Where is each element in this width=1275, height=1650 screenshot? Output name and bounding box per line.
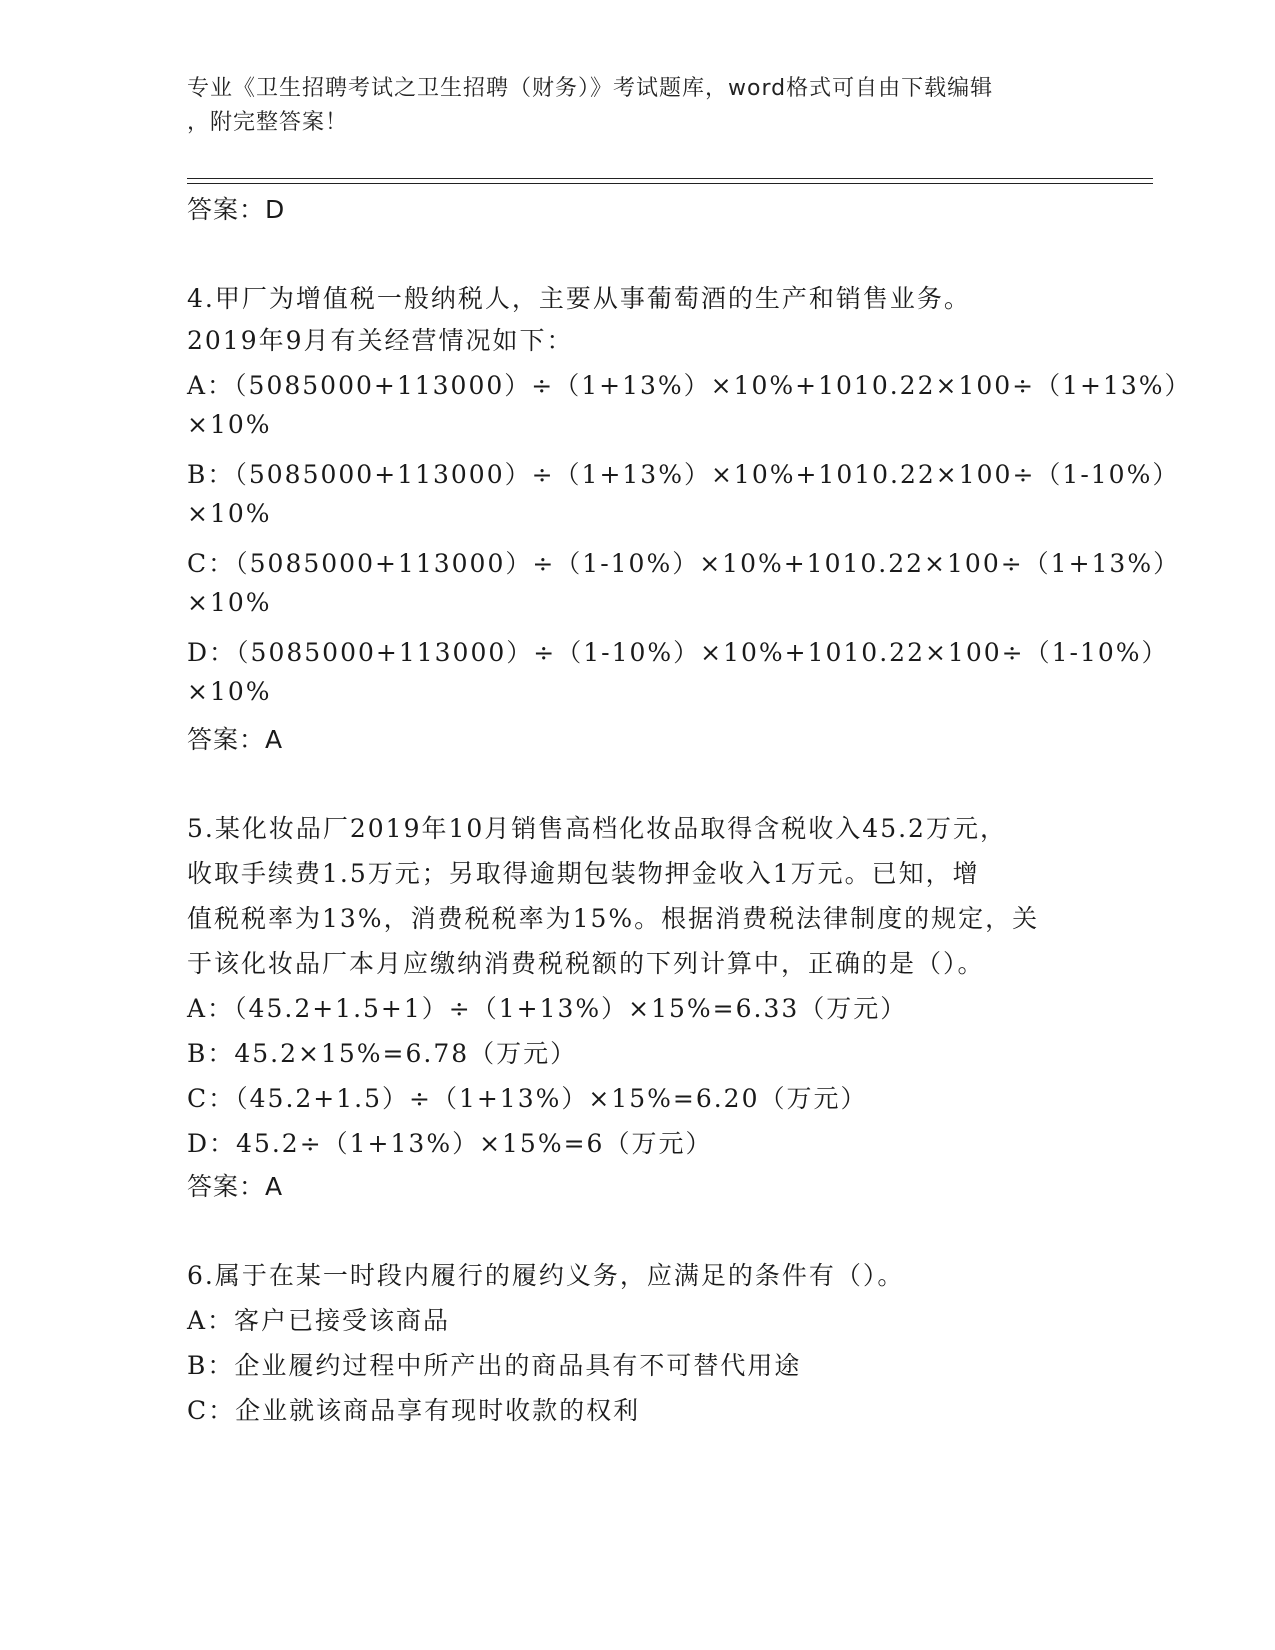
q5-option-d: D：45.2÷（1+13%）×15%=6（万元） xyxy=(187,1129,713,1158)
q4-option-c-cont: ×10% xyxy=(187,588,272,617)
q4-option-a: A：（5085000+113000）÷（1+13%）×10%+1010.22×100÷（1+13%） xyxy=(187,371,1192,400)
q4-answer: 答案：A xyxy=(187,725,284,754)
q5-stem-line-4: 于该化妆品厂本月应缴纳消费税税额的下列计算中，正确的是（）。 xyxy=(187,949,985,978)
q6-option-b: B：企业履约过程中所产出的商品具有不可替代用途 xyxy=(187,1351,802,1380)
q4-option-c: C：（5085000+113000）÷（1-10%）×10%+1010.22×100÷（1+13%） xyxy=(187,549,1181,578)
q5-option-a: A：（45.2+1.5+1）÷（1+13%）×15%=6.33（万元） xyxy=(187,994,908,1023)
q4-option-b: B：（5085000+113000）÷（1+13%）×10%+1010.22×100÷（1-10%） xyxy=(187,460,1180,489)
header-line-2: ，附完整答案！ xyxy=(187,110,349,135)
q5-option-b: B：45.2×15%=6.78（万元） xyxy=(187,1039,578,1068)
q5-option-c: C：（45.2+1.5）÷（1+13%）×15%=6.20（万元） xyxy=(187,1084,868,1113)
q4-option-d-cont: ×10% xyxy=(187,677,272,706)
q5-stem-line-3: 值税税率为13%，消费税税率为15%。根据消费税法律制度的规定，关 xyxy=(187,904,1040,933)
q4-option-d: D：（5085000+113000）÷（1-10%）×10%+1010.22×100÷（1-10%） xyxy=(187,638,1169,667)
document-header xyxy=(187,72,1077,140)
q6-option-c: C：企业就该商品享有现时收款的权利 xyxy=(187,1396,641,1425)
q4-stem-line-1: 4.甲厂为增值税一般纳税人，主要从事葡萄酒的生产和销售业务。 xyxy=(187,284,971,313)
q6-option-a: A：客户已接受该商品 xyxy=(187,1306,451,1335)
header-rule-top xyxy=(187,178,1153,179)
header-rule-bottom xyxy=(187,183,1153,184)
q5-stem-line-1: 5.某化妆品厂2019年10月销售高档化妆品取得含税收入45.2万元， xyxy=(187,814,1007,843)
q5-answer: 答案：A xyxy=(187,1172,284,1201)
q5-stem-line-2: 收取手续费1.5万元；另取得逾期包装物押金收入1万元。已知，增 xyxy=(187,859,980,888)
q4-option-a-cont: ×10% xyxy=(187,410,272,439)
q4-stem-line-2: 2019年9月有关经营情况如下： xyxy=(187,326,574,355)
header-line-1: 专业《卫生招聘考试之卫生招聘（财务）》考试题库，word格式可自由下载编辑 xyxy=(187,76,994,101)
answer-prev: 答案：D xyxy=(187,195,286,224)
q6-stem: 6.属于在某一时段内履行的履约义务，应满足的条件有（）。 xyxy=(187,1261,905,1290)
q4-option-b-cont: ×10% xyxy=(187,499,272,528)
